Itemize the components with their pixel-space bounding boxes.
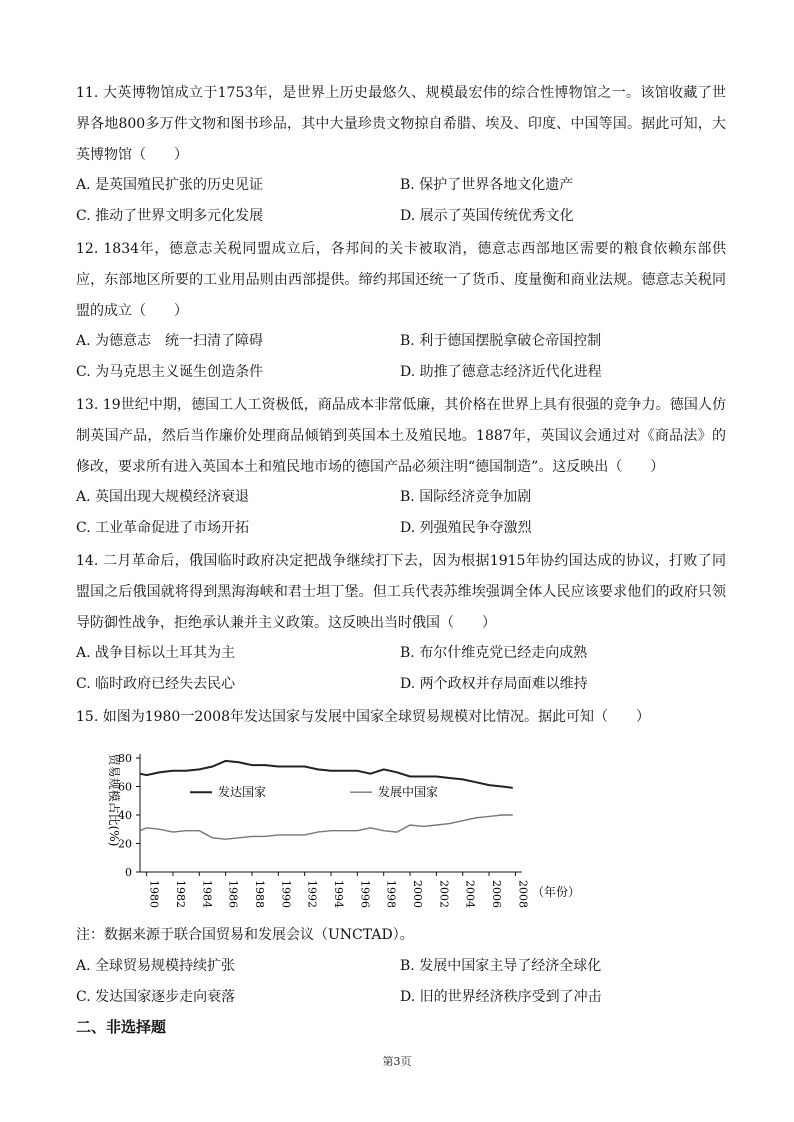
- question-12-option-c[interactable]: C. 为马克思主义诞生创造条件: [76, 364, 264, 380]
- x-tick-label: 2002: [437, 880, 451, 908]
- y-tick-label: 60: [118, 780, 132, 794]
- x-axis-label: （年份）: [532, 885, 581, 899]
- x-tick-label: 1990: [279, 880, 293, 908]
- question-13-option-d[interactable]: D. 列强殖民争夺激烈: [400, 520, 532, 536]
- x-tick-label: 1982: [173, 880, 187, 908]
- question-15-option-b[interactable]: B. 发展中国家主导了经济全球化: [400, 958, 602, 974]
- chart-source-note: 注：数据来源于联合国贸易和发展会议（UNCTAD）。: [76, 927, 414, 943]
- question-13-option-b[interactable]: B. 国际经济竞争加剧: [400, 489, 532, 505]
- question-14-stem: 14. 二月革命后，俄国临时政府决定把战争继续打下去，因为根据1915年协约国达成的协议，打败了同盟国之后俄国就将得到黑海海峡和君士坦丁堡。但工兵代表苏维埃强调全体人民应该要求他们的政府只领导防御性战争，拒绝承认兼并主义政策。这反映出当时俄国（ ）: [76, 553, 726, 631]
- y-tick-label: 0: [125, 866, 132, 879]
- question-15-option-c[interactable]: C. 发达国家逐步走向衰落: [76, 989, 236, 1005]
- legend-label: 发达国家: [218, 785, 267, 800]
- question-12-option-b[interactable]: B. 利于德国摆脱拿破仑帝国控制: [400, 333, 602, 349]
- x-ticks: [147, 872, 530, 908]
- question-13-option-c[interactable]: C. 工业革命促进了市场开拓: [76, 520, 250, 536]
- x-tick-label: 1996: [358, 880, 372, 908]
- x-tick-label: 1988: [252, 880, 266, 908]
- x-tick-label: 1980: [147, 880, 161, 908]
- question-13-stem: 13. 19世纪中期，德国工人工资极低，商品成本非常低廉，其价格在世界上具有很强的竞争力。德国人仿制英国产品，然后当作廉价处理商品倾销到英国本土及殖民地。1887年，英国议会通过对《商品法》的修改，要求所有进入英国本土和殖民地市场的德国产品必须注明“德国制造”。这反映出（ ）: [76, 397, 726, 475]
- y-tick-label: 20: [118, 837, 132, 851]
- x-tick-label: 2000: [411, 880, 425, 908]
- chart-legend: [190, 784, 438, 799]
- x-tick-label: 2004: [463, 880, 477, 908]
- y-tick-label: 40: [118, 809, 132, 822]
- x-tick-label: 1992: [305, 880, 319, 908]
- series-line-developing: [140, 815, 513, 839]
- question-11-option-b[interactable]: B. 保护了世界各地文化遗产: [400, 177, 574, 193]
- question-14-option-c[interactable]: C. 临时政府已经失去民心: [76, 676, 236, 692]
- question-11-option-c[interactable]: C. 推动了世界文明多元化发展: [76, 208, 264, 224]
- x-tick-label: 2006: [490, 880, 504, 908]
- x-tick-label: 1986: [226, 880, 240, 908]
- question-14-option-d[interactable]: D. 两个政权并存局面难以维持: [400, 676, 588, 692]
- y-axis-label: 贸易规模占比(%): [107, 753, 121, 847]
- x-tick-label: 2008: [516, 880, 530, 908]
- question-12-option-a[interactable]: A. 为德意志 统一扫清了障碍: [76, 333, 264, 349]
- question-12-option-d[interactable]: D. 助推了德意志经济近代化进程: [400, 364, 602, 380]
- legend-label: 发展中国家: [378, 785, 439, 800]
- x-tick-label: 1984: [200, 880, 214, 908]
- question-15-option-a[interactable]: A. 全球贸易规模持续扩张: [76, 958, 236, 974]
- series-group: [140, 761, 513, 839]
- trade-share-chart: [92, 740, 582, 910]
- question-11-option-d[interactable]: D. 展示了英国传统优秀文化: [400, 208, 574, 224]
- question-14-option-a[interactable]: A. 战争目标以土耳其为主: [76, 645, 236, 661]
- question-15-stem: 15. 如图为1980一2008年发达国家与发展中国家全球贸易规模对比情况。据此可知（ ）: [76, 709, 650, 725]
- y-tick-label: 80: [118, 752, 132, 765]
- question-13-option-a[interactable]: A. 英国出现大规模经济衰退: [76, 489, 250, 505]
- question-14-option-b[interactable]: B. 布尔什维克党已经走向成熟: [400, 645, 588, 661]
- x-tick-label: 1998: [384, 880, 398, 908]
- x-tick-label: 1994: [332, 880, 345, 908]
- section-title: 二、非选择题: [76, 1018, 167, 1036]
- question-15-option-d[interactable]: D. 旧的世界经济秩序受到了冲击: [400, 989, 602, 1005]
- question-11-option-a[interactable]: A. 是英国殖民扩张的历史见证: [76, 177, 264, 193]
- question-12-stem: 12. 1834年，德意志关税同盟成立后，各邦间的关卡被取消，德意志西部地区需要的粮食依赖东部供应，东部地区所要的工业用品则由西部提供。缔约邦国还统一了货币、度量衡和商业法规。德意志关税同盟的成立（ ）: [76, 241, 726, 319]
- series-line-developed: [140, 761, 513, 788]
- page-number: 第3页: [382, 1055, 412, 1068]
- question-11-stem: 11. 大英博物馆成立于1753年，是世界上历史最悠久、规模最宏伟的综合性博物馆之一。该馆收藏了世界各地800多万件文物和图书珍品，其中大量珍贵文物掠自希腊、埃及、印度、中国等国。据此可知，大英博物馆（ ）: [76, 85, 726, 163]
